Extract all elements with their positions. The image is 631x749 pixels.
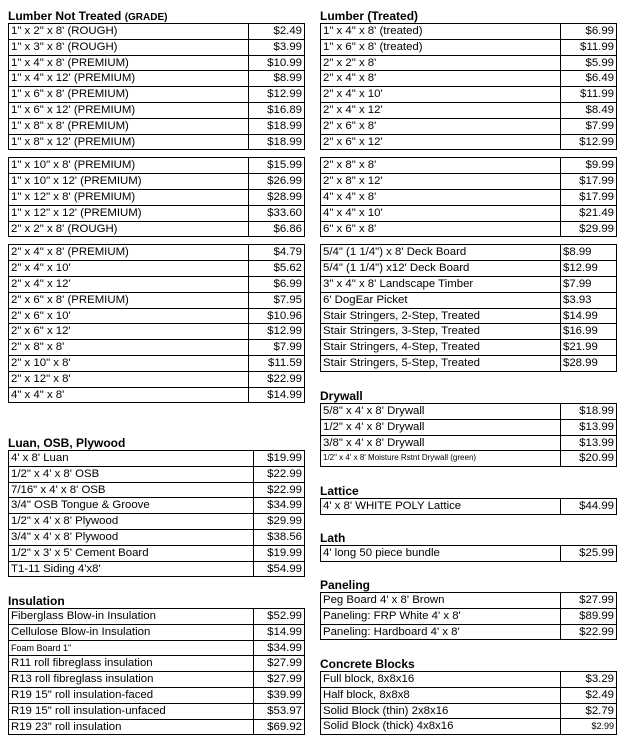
table-row (321, 324, 617, 340)
item-cell: R19 23" roll insulation (9, 719, 254, 735)
item-cell: 1" x 4" x 12' (PREMIUM) (9, 71, 249, 87)
table-row (9, 174, 305, 190)
table-row (321, 39, 617, 55)
lath-title: Lath (320, 531, 346, 545)
table-row (9, 102, 305, 118)
item-cell: Foam Board 1" (9, 640, 254, 656)
price-cell: $27.99 (561, 593, 617, 609)
table-row (321, 174, 617, 190)
price-cell: $14.99 (254, 624, 305, 640)
price-cell: $22.99 (561, 624, 617, 640)
price-cell: $69.92 (254, 719, 305, 735)
table-row (9, 340, 305, 356)
item-cell: Cellulose Blow-in Insulation (9, 624, 254, 640)
price-cell: $34.99 (254, 640, 305, 656)
price-cell: $8.49 (561, 102, 617, 118)
price-cell: $22.99 (254, 466, 305, 482)
lattice-title: Lattice (320, 484, 359, 498)
table-row (9, 158, 305, 174)
table-row (9, 545, 305, 561)
table-row (321, 221, 617, 237)
price-cell: $8.99 (561, 245, 617, 261)
item-cell: 3" x 4" x 8' Landscape Timber (321, 276, 561, 292)
item-cell: 4' x 8' Luan (9, 451, 254, 467)
lath-table (320, 545, 617, 562)
table-row (9, 687, 305, 703)
table-row (321, 276, 617, 292)
price-cell: $12.99 (561, 134, 617, 150)
lattice-table (320, 498, 617, 515)
lumber-treated-title: Lumber (Treated) (320, 9, 419, 23)
item-cell: 2" x 6" x 12' (9, 324, 249, 340)
price-cell: $21.99 (561, 340, 617, 356)
price-cell: $4.79 (249, 245, 305, 261)
item-cell: 2" x 8" x 8' (9, 340, 249, 356)
price-cell: $18.99 (249, 118, 305, 134)
table-row (9, 482, 305, 498)
table-row (9, 55, 305, 71)
item-cell: T1-11 Siding 4'x8' (9, 561, 254, 577)
item-cell: 2" x 4" x 10' (321, 87, 561, 103)
item-cell: 2" x 6" x 8' (321, 118, 561, 134)
item-cell: 1" x 6" x 8' (treated) (321, 39, 561, 55)
item-cell: 1/2" x 4' x 8' Moisture Rstnt Drywall (green) (321, 451, 561, 467)
lumber-not-treated-title-text: Lumber Not Treated (8, 9, 122, 23)
item-cell: 1" x 4" x 8' (treated) (321, 24, 561, 40)
lumber-treated-section (320, 9, 617, 372)
paneling-table (320, 592, 617, 640)
table-row (9, 261, 305, 277)
table-row (321, 435, 617, 451)
price-cell: $18.99 (249, 134, 305, 150)
table-row (9, 624, 305, 640)
price-cell: $13.99 (561, 419, 617, 435)
price-cell: $6.49 (561, 71, 617, 87)
price-cell: $12.99 (561, 261, 617, 277)
price-cell: $21.49 (561, 205, 617, 221)
item-cell: 6' DogEar Picket (321, 292, 561, 308)
table-row (9, 24, 305, 40)
table-row (9, 387, 305, 403)
table-row (9, 324, 305, 340)
paneling-section (320, 578, 617, 640)
price-cell: $9.99 (561, 158, 617, 174)
item-cell: Solid Block (thin) 2x8x16 (321, 703, 561, 719)
price-cell: $19.99 (254, 451, 305, 467)
table-row (9, 205, 305, 221)
lumber-not-treated-table (8, 23, 305, 403)
luan-osb-plywood-table (8, 450, 305, 577)
table-row (321, 499, 617, 515)
price-cell: $33.60 (249, 205, 305, 221)
item-cell: 7/16" x 4' x 8' OSB (9, 482, 254, 498)
item-cell: R13 roll fibreglass insulation (9, 672, 254, 688)
item-cell: 1/2" x 4' x 8' OSB (9, 466, 254, 482)
item-cell: 4' x 8' WHITE POLY Lattice (321, 499, 561, 515)
price-cell: $29.99 (254, 514, 305, 530)
drywall-section (320, 389, 617, 467)
item-cell: 2" x 4" x 10' (9, 261, 249, 277)
item-cell: 1" x 12" x 12' (PREMIUM) (9, 205, 249, 221)
item-cell: 1" x 10" x 12' (PREMIUM) (9, 174, 249, 190)
price-cell: $28.99 (561, 355, 617, 371)
price-cell: $16.99 (561, 324, 617, 340)
concrete-blocks-title: Concrete Blocks (320, 657, 415, 671)
item-cell: 1" x 6" x 8' (PREMIUM) (9, 87, 249, 103)
price-cell: $89.99 (561, 608, 617, 624)
price-cell: $53.97 (254, 703, 305, 719)
price-cell: $14.99 (249, 387, 305, 403)
table-row (321, 593, 617, 609)
price-cell: $3.29 (561, 672, 617, 688)
item-cell: 3/4" x 4' x 8' Plywood (9, 529, 254, 545)
price-cell: $29.99 (561, 221, 617, 237)
item-cell: Paneling: FRP White 4' x 8' (321, 608, 561, 624)
price-cell: $16.89 (249, 102, 305, 118)
price-cell: $38.56 (254, 529, 305, 545)
drywall-table (320, 403, 617, 467)
price-cell: $17.99 (561, 174, 617, 190)
table-row (321, 102, 617, 118)
item-cell: R19 15" roll insulation-unfaced (9, 703, 254, 719)
table-row (321, 340, 617, 356)
price-cell: $5.62 (249, 261, 305, 277)
table-row (9, 561, 305, 577)
lattice-section (320, 484, 617, 515)
price-cell: $27.99 (254, 656, 305, 672)
item-cell: 6" x 6" x 8' (321, 221, 561, 237)
item-cell: 5/8" x 4' x 8' Drywall (321, 404, 561, 420)
price-cell: $2.99 (561, 719, 617, 735)
price-cell: $28.99 (249, 189, 305, 205)
item-cell: Fiberglass Blow-in Insulation (9, 609, 254, 625)
item-cell: 1/2" x 4' x 8' Drywall (321, 419, 561, 435)
item-cell: 5/4" (1 1/4") x12' Deck Board (321, 261, 561, 277)
table-row (321, 419, 617, 435)
price-cell: $27.99 (254, 672, 305, 688)
item-cell: Peg Board 4' x 8' Brown (321, 593, 561, 609)
table-row (321, 546, 617, 562)
table-row (9, 529, 305, 545)
price-cell: $54.99 (254, 561, 305, 577)
item-cell: 2" x 8" x 12' (321, 174, 561, 190)
price-cell: $22.99 (249, 371, 305, 387)
price-cell: $11.99 (561, 39, 617, 55)
spacer-cell (321, 237, 617, 245)
item-cell: Stair Stringers, 3-Step, Treated (321, 324, 561, 340)
price-cell: $22.99 (254, 482, 305, 498)
table-row (9, 221, 305, 237)
spacer-cell (9, 150, 305, 158)
table-row (321, 245, 617, 261)
table-row (321, 672, 617, 688)
table-row (9, 292, 305, 308)
price-cell: $6.99 (249, 276, 305, 292)
drywall-title: Drywall (320, 389, 363, 403)
table-row (9, 703, 305, 719)
price-cell: $6.99 (561, 24, 617, 40)
price-cell: $6.86 (249, 221, 305, 237)
item-cell: R11 roll fibreglass insulation (9, 656, 254, 672)
table-row (9, 498, 305, 514)
item-cell: 2" x 4" x 8' (PREMIUM) (9, 245, 249, 261)
item-cell: 4" x 4" x 10' (321, 205, 561, 221)
table-row (321, 189, 617, 205)
table-row (321, 118, 617, 134)
table-row (321, 355, 617, 371)
item-cell: 3/4" OSB Tongue & Groove (9, 498, 254, 514)
table-row (321, 451, 617, 467)
table-row (321, 719, 617, 735)
item-cell: 2" x 10" x 8' (9, 355, 249, 371)
group-spacer (321, 237, 617, 245)
table-row (321, 87, 617, 103)
price-cell: $12.99 (249, 324, 305, 340)
table-row (9, 609, 305, 625)
table-row (9, 39, 305, 55)
price-cell: $2.49 (249, 24, 305, 40)
price-cell: $44.99 (561, 499, 617, 515)
table-row (9, 514, 305, 530)
item-cell: 1" x 12" x 8' (PREMIUM) (9, 189, 249, 205)
table-row (9, 87, 305, 103)
price-cell: $3.99 (249, 39, 305, 55)
table-row (321, 55, 617, 71)
item-cell: 2" x 6" x 10' (9, 308, 249, 324)
table-row (321, 292, 617, 308)
item-cell: Stair Stringers, 4-Step, Treated (321, 340, 561, 356)
price-cell: $14.99 (561, 308, 617, 324)
lumber-treated-table (320, 23, 617, 372)
item-cell: 3/8" x 4' x 8' Drywall (321, 435, 561, 451)
price-cell: $34.99 (254, 498, 305, 514)
item-cell: Full block, 8x8x16 (321, 672, 561, 688)
table-row (9, 118, 305, 134)
table-row (9, 189, 305, 205)
spacer-cell (9, 237, 305, 245)
paneling-title: Paneling (320, 578, 371, 592)
price-cell: $26.99 (249, 174, 305, 190)
item-cell: 1" x 4" x 8' (PREMIUM) (9, 55, 249, 71)
item-cell: 1" x 3" x 8' (ROUGH) (9, 39, 249, 55)
table-row (9, 719, 305, 735)
group-spacer (9, 237, 305, 245)
table-row (9, 134, 305, 150)
item-cell: 2" x 12" x 8' (9, 371, 249, 387)
table-row (9, 466, 305, 482)
item-cell: Paneling: Hardboard 4' x 8' (321, 624, 561, 640)
item-cell: 2" x 4" x 12' (9, 276, 249, 292)
price-cell: $7.99 (561, 276, 617, 292)
price-cell: $19.99 (254, 545, 305, 561)
price-cell: $11.59 (249, 355, 305, 371)
table-row (9, 71, 305, 87)
table-row (9, 355, 305, 371)
price-cell: $17.99 (561, 189, 617, 205)
insulation-title: Insulation (8, 594, 65, 608)
item-cell: 1" x 6" x 12' (PREMIUM) (9, 102, 249, 118)
item-cell: 2" x 6" x 12' (321, 134, 561, 150)
lumber-not-treated-section (8, 9, 305, 403)
item-cell: 2" x 4" x 12' (321, 102, 561, 118)
item-cell: 4" x 4" x 8' (9, 387, 249, 403)
item-cell: 2" x 8" x 8' (321, 158, 561, 174)
table-row (321, 71, 617, 87)
table-row (321, 134, 617, 150)
group-spacer (9, 150, 305, 158)
price-cell: $13.99 (561, 435, 617, 451)
price-cell: $7.95 (249, 292, 305, 308)
price-cell: $2.49 (561, 687, 617, 703)
item-cell: Stair Stringers, 2-Step, Treated (321, 308, 561, 324)
table-row (9, 245, 305, 261)
table-row (321, 308, 617, 324)
table-row (321, 24, 617, 40)
table-row (321, 158, 617, 174)
price-cell: $10.96 (249, 308, 305, 324)
item-cell: 4" x 4" x 8' (321, 189, 561, 205)
item-cell: Half block, 8x8x8 (321, 687, 561, 703)
insulation-section (8, 594, 305, 735)
table-row (321, 608, 617, 624)
item-cell: 1/2" x 3' x 5' Cement Board (9, 545, 254, 561)
price-cell: $25.99 (561, 546, 617, 562)
price-cell: $5.99 (561, 55, 617, 71)
item-cell: 1/2" x 4' x 8' Plywood (9, 514, 254, 530)
luan-osb-plywood-section (8, 436, 305, 577)
price-cell: $12.99 (249, 87, 305, 103)
price-cell: $18.99 (561, 404, 617, 420)
price-cell: $39.99 (254, 687, 305, 703)
item-cell: R19 15" roll insulation-faced (9, 687, 254, 703)
price-cell: $8.99 (249, 71, 305, 87)
lumber-not-treated-title-suffix: (GRADE) (124, 12, 168, 23)
price-cell: $11.99 (561, 87, 617, 103)
lath-section (320, 531, 617, 562)
item-cell: Stair Stringers, 5-Step, Treated (321, 355, 561, 371)
price-cell: $3.93 (561, 292, 617, 308)
insulation-table (8, 608, 305, 735)
price-cell: $10.99 (249, 55, 305, 71)
table-row (321, 261, 617, 277)
table-row (9, 276, 305, 292)
price-cell: $7.99 (561, 118, 617, 134)
price-cell: $2.79 (561, 703, 617, 719)
table-row (321, 703, 617, 719)
table-row (9, 672, 305, 688)
concrete-blocks-table (320, 671, 617, 735)
item-cell: 1" x 10" x 8' (PREMIUM) (9, 158, 249, 174)
item-cell: 1" x 8" x 12' (PREMIUM) (9, 134, 249, 150)
table-row (321, 687, 617, 703)
table-row (9, 640, 305, 656)
table-row (9, 451, 305, 467)
group-spacer (321, 150, 617, 158)
spacer-cell (321, 150, 617, 158)
item-cell: 2" x 2" x 8' (321, 55, 561, 71)
luan-osb-plywood-title: Luan, OSB, Plywood (8, 436, 126, 450)
price-cell: $52.99 (254, 609, 305, 625)
lumber-not-treated-title (8, 9, 305, 23)
table-row (9, 656, 305, 672)
price-cell: $7.99 (249, 340, 305, 356)
table-row (9, 308, 305, 324)
item-cell: Solid Block (thick) 4x8x16 (321, 719, 561, 735)
table-row (9, 371, 305, 387)
table-row (321, 404, 617, 420)
item-cell: 2" x 6" x 8' (PREMIUM) (9, 292, 249, 308)
price-cell: $20.99 (561, 451, 617, 467)
item-cell: 1" x 2" x 8' (ROUGH) (9, 24, 249, 40)
item-cell: 2" x 4" x 8' (321, 71, 561, 87)
table-row (321, 624, 617, 640)
item-cell: 2" x 2" x 8' (ROUGH) (9, 221, 249, 237)
price-cell: $15.99 (249, 158, 305, 174)
item-cell: 4' long 50 piece bundle (321, 546, 561, 562)
item-cell: 1" x 8" x 8' (PREMIUM) (9, 118, 249, 134)
table-row (321, 205, 617, 221)
item-cell: 5/4" (1 1/4") x 8' Deck Board (321, 245, 561, 261)
concrete-blocks-section (320, 657, 617, 735)
